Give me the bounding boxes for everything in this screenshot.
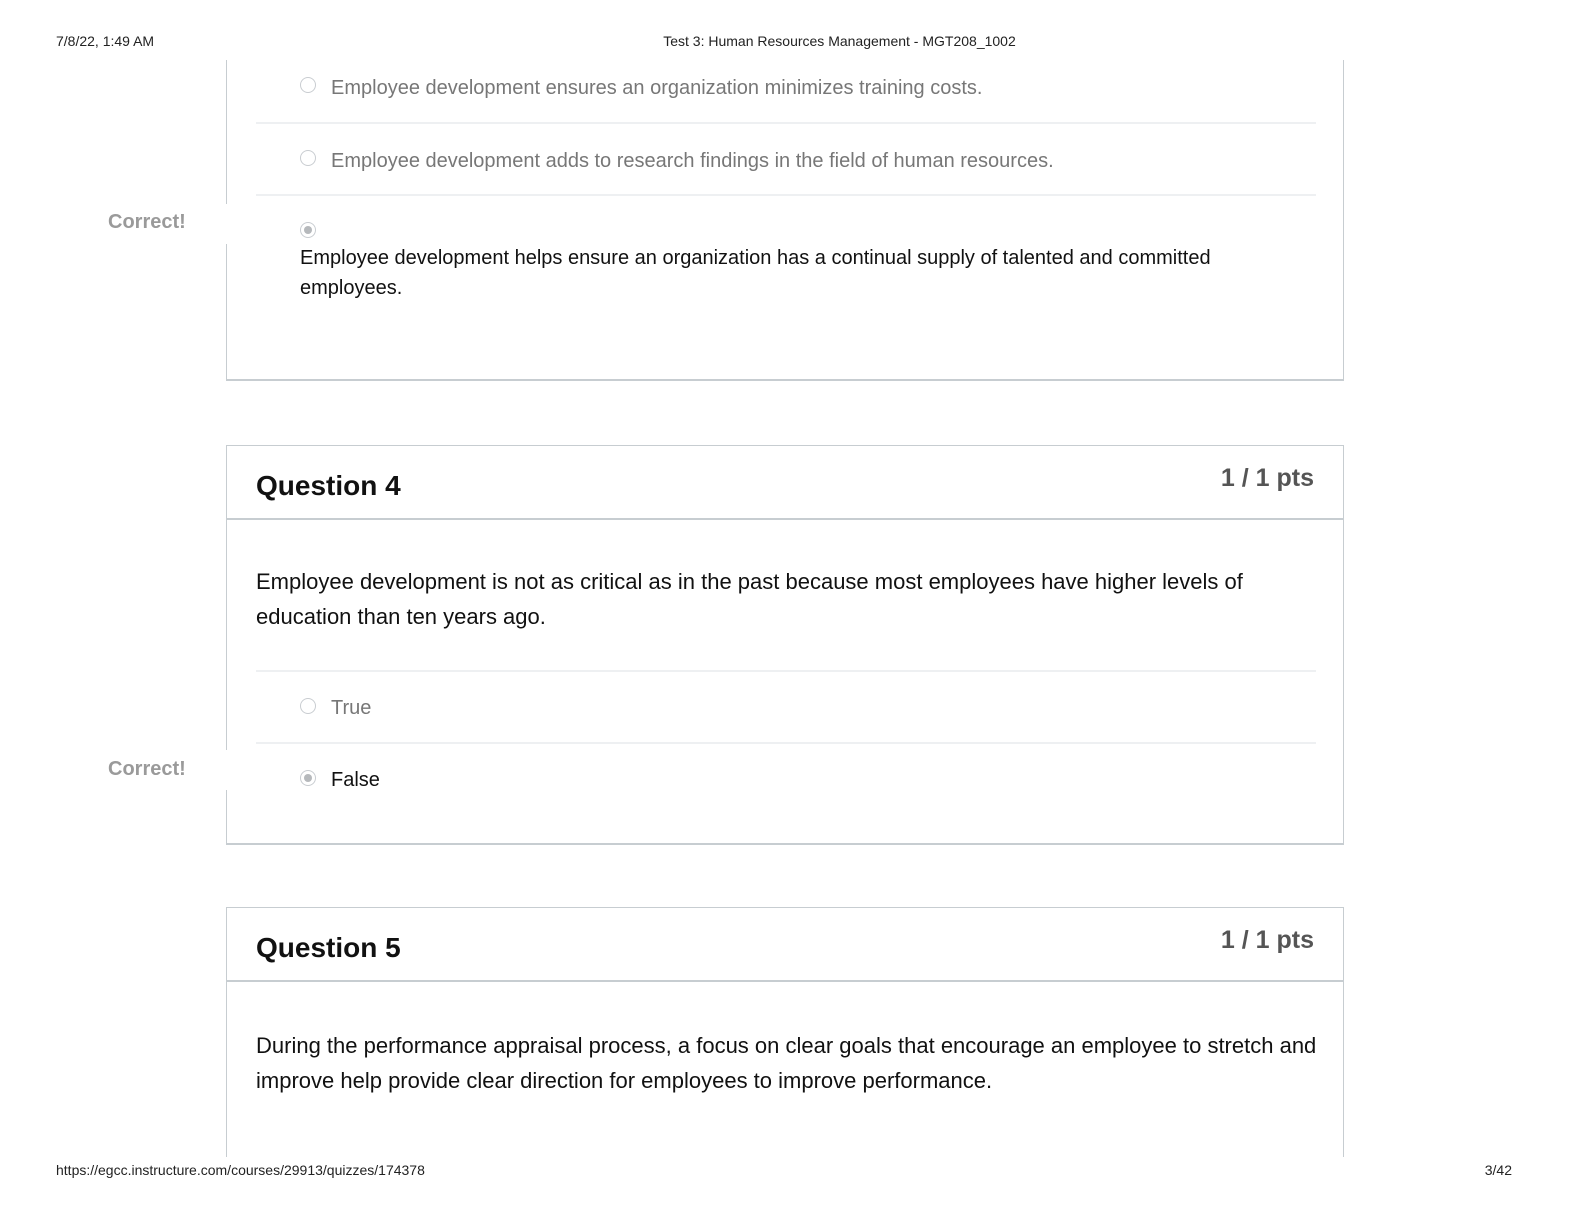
answer-option: Employee development adds to research findings in the field of human resources.	[331, 150, 1054, 172]
question-title: Question 5	[256, 932, 401, 963]
print-page-number: 3/42	[1484, 1162, 1512, 1178]
answer-radio-selected[interactable]	[300, 222, 316, 238]
answer-option: Employee development ensures an organization minimizes training costs.	[331, 77, 983, 99]
question-header	[227, 446, 1343, 520]
question-text: Employee development is not as critical as in the past because most employees have higher levels of education than ten years ago.	[256, 569, 1243, 629]
answer-separator	[256, 122, 1316, 124]
question-5-card	[226, 907, 1344, 1157]
print-url: https://egcc.instructure.com/courses/29913/quizzes/174378	[56, 1162, 425, 1178]
correct-marker-gap	[220, 750, 232, 790]
correct-label: Correct!	[108, 211, 186, 233]
question-text: During the performance appraisal process, a focus on clear goals that encourage an employee to stretch and improve help provide clear direction for employees to improve performance.	[256, 1033, 1317, 1093]
answer-radio[interactable]	[300, 77, 316, 93]
answer-radio[interactable]	[300, 150, 316, 166]
answer-separator	[256, 670, 1316, 672]
question-title: Question 4	[256, 470, 401, 501]
print-date: 7/8/22, 1:49 AM	[56, 33, 155, 49]
answer-option-selected: False	[331, 769, 380, 791]
question-points: 1 / 1 pts	[1220, 926, 1314, 954]
correct-label: Correct!	[108, 758, 186, 780]
question-4-card	[226, 445, 1344, 845]
answer-separator	[256, 194, 1316, 196]
answer-option-selected: Employee development helps ensure an organization has a continual supply of talented and committed employees.	[300, 247, 1211, 299]
correct-marker-gap	[220, 204, 232, 244]
question-header	[227, 908, 1343, 982]
answer-radio-selected[interactable]	[300, 770, 316, 786]
answer-option: True	[331, 697, 372, 719]
print-title: Test 3: Human Resources Management - MGT208_1002	[663, 33, 1016, 49]
question-3-card	[226, 60, 1344, 381]
answer-separator	[256, 742, 1316, 744]
answer-radio[interactable]	[300, 698, 316, 714]
question-points: 1 / 1 pts	[1220, 464, 1314, 492]
